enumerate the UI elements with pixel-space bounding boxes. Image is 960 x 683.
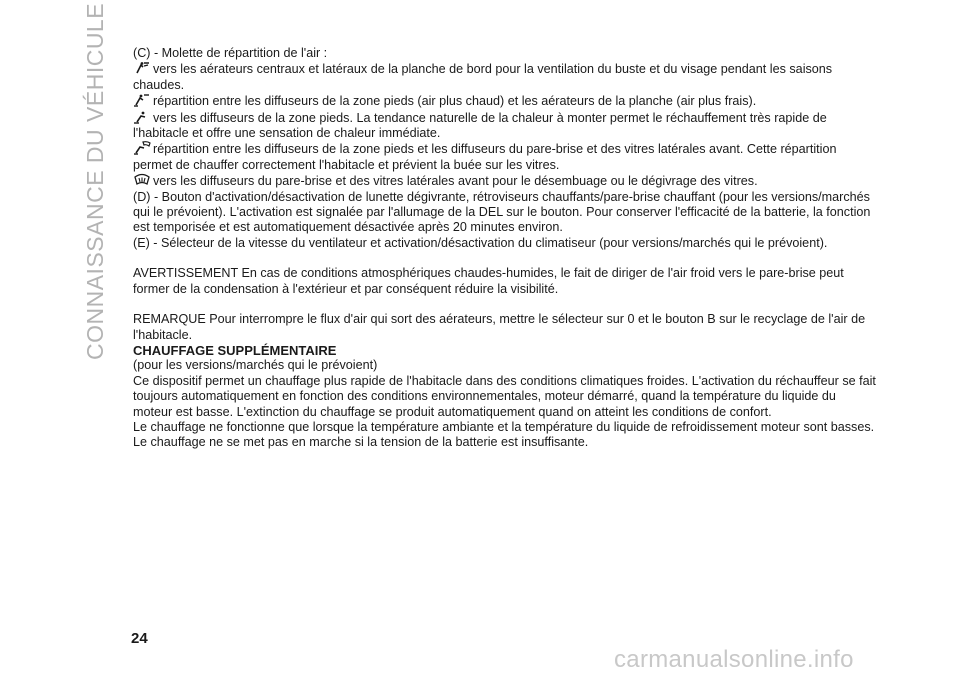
section-side-title-text: CONNAISSANCE DU VÉHICULE (82, 2, 108, 360)
paragraph-c1-text: vers les aérateurs centraux et latéraux de la planche de bord pour la ventilation du buste et du visage pendant les saisons chaudes. (133, 62, 833, 92)
paragraph-d: (D) - Bouton d'activation/désactivation de lunette dégivrante, rétroviseurs chauffants/pare-brise chauffant (pour les versions/marchés qui le prévoient). L'activation est signalée par l'allumage de la DEL sur le bouton. Pour conserver l'efficacité de la batterie, la fonction est temporisée et est automatiquement désactivée après 20 minutes environ. (133, 189, 871, 235)
note-paragraph: REMARQUE Pour interrompre le flux d'air qui sort des aérateurs, mettre le sélecteur sur 0 et le bouton B sur le recyclage de l'air de l'habitacle. (133, 312, 866, 342)
air-feet-windscreen-icon (133, 141, 151, 155)
air-feet-icon (133, 110, 151, 124)
paragraph-c1 (133, 61, 878, 93)
paragraph-heater-1: Ce dispositif permet un chauffage plus rapide de l'habitacle dans des conditions climatiques froides. L'activation du réchauffeur se fait toujours automatiquement en fonction des conditions environnementales, moteur démarré, quand la température du liquide du moteur est basse. L'extinction du chauffage se produit automatiquement quand on atteint les conditions de confort. (133, 373, 876, 419)
page-number: 24 (131, 630, 148, 647)
watermark: carmanualsonline.info (614, 646, 854, 673)
windscreen-defrost-icon (133, 173, 151, 187)
paragraph-c4 (133, 141, 878, 173)
paragraph-c3-text: vers les diffuseurs de la zone pieds. La tendance naturelle de la chaleur à monter permet le réchauffement très rapide de l'habitacle et offre une sensation de chaleur immédiate. (133, 110, 827, 141)
section-heading: CHAUFFAGE SUPPLÉMENTAIRE (133, 342, 337, 358)
paragraph-c5-text: vers les diffuseurs du pare-brise et des vitres latérales avant pour le désembuage ou le dégivrage des vitres. (153, 174, 758, 189)
air-face-feet-icon (133, 93, 151, 107)
paragraph-c-intro: (C) - Molette de répartition de l'air : (133, 46, 328, 60)
section-subtitle: (pour les versions/marchés qui le prévoient) (133, 358, 378, 373)
paragraph-c5 (133, 173, 878, 189)
paragraph-c2-text: répartition entre les diffuseurs de la zone pieds (air plus chaud) et les aérateurs de la planche (air plus frais). (153, 94, 757, 109)
section-side-title (82, 2, 108, 380)
air-face-icon (133, 61, 151, 75)
paragraph-e: (E) - Sélecteur de la vitesse du ventilateur et activation/désactivation du climatiseur (pour versions/marchés qui le prévoient). (133, 235, 828, 250)
warning-paragraph: AVERTISSEMENT En cas de conditions atmosphériques chaudes-humides, le fait de diriger de l'air froid vers le pare-brise peut former de la condensation à l'extérieur et par conséquent réduire la visibilité. (133, 266, 844, 296)
paragraph-c3 (133, 110, 878, 142)
paragraph-c2 (133, 93, 878, 109)
paragraph-c4-text: répartition entre les diffuseurs de la zone pieds et les diffuseurs du pare-brise et des vitres latérales avant. Cette répartition permet de chauffer correctement l'habitacle et prévient la buée sur les vitres. (133, 142, 837, 172)
page-content (133, 46, 878, 451)
paragraph-heater-2: Le chauffage ne fonctionne que lorsque la température ambiante et la température du liquide de refroidissement moteur sont basses. Le chauffage ne se met pas en marche si la tension de la batterie est insuffisante. (133, 419, 875, 450)
